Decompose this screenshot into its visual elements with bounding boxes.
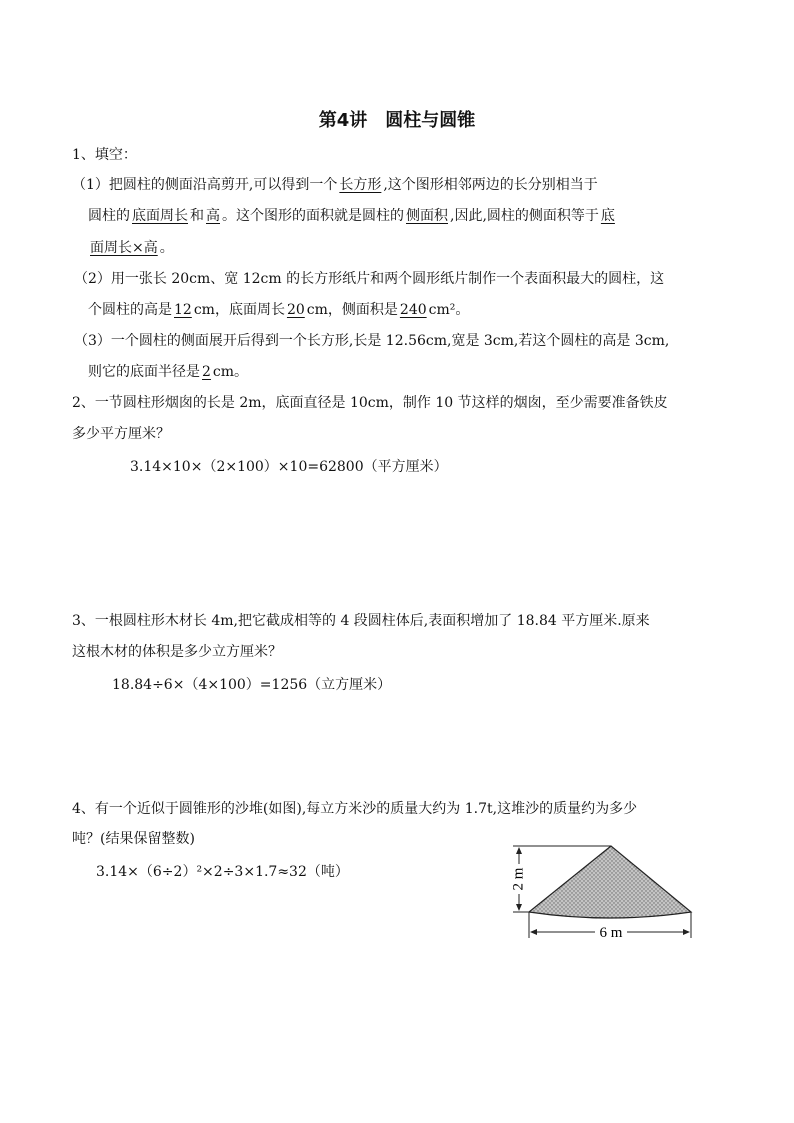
width-arrow-left [530, 929, 537, 935]
q3-answer: 18.84÷6×（4×100）=1256（立方厘米） [112, 677, 392, 693]
answer-formula-part2: 面周长×高 [90, 240, 158, 256]
text: 。 [159, 240, 174, 256]
height-arrow-up [516, 847, 522, 854]
cone-shape [529, 846, 691, 918]
q1-part1-line2 [88, 206, 617, 226]
text: ,这个图形相邻两边的长分别相当于 [383, 177, 598, 193]
answer-base-circumference: 底面周长 [132, 208, 188, 224]
height-arrow-down [516, 904, 522, 911]
q1-part2-line1: （2）用一张长 20cm、宽 12cm 的长方形纸片和两个圆形纸片制作一个表面积最大的圆柱，这 [74, 271, 665, 287]
q2-line1: 2、一节圆柱形烟囱的长是 2m，底面直径是 10cm，制作 10 节这样的烟囱，至少需要准备铁皮 [72, 395, 668, 411]
text: 则它的底面半径是 [88, 364, 200, 380]
text: 个圆柱的高是 [88, 302, 172, 318]
answer-rectangle: 长方形 [339, 177, 382, 193]
answer-cylinder-height: 12 [174, 302, 192, 318]
q1-part3-line1: （3）一个圆柱的侧面展开后得到一个长方形,长是 12.56cm,宽是 3cm,若这个圆柱的高是 3cm, [74, 333, 670, 349]
q4-answer: 3.14×（6÷2）²×2÷3×1.7≈32（吨） [96, 864, 349, 880]
q3-line2: 这根木材的体积是多少立方厘米？ [72, 644, 282, 660]
text: cm，底面周长 [193, 302, 285, 318]
answer-lateral-area: 侧面积 [406, 208, 448, 224]
q1-part1-line3 [88, 238, 174, 258]
answer-circumference: 20 [286, 302, 305, 318]
q4-line1: 4、有一个近似于圆锥形的沙堆(如图),每立方米沙的质量大约为 1.7t,这堆沙的质量约为多少 [72, 801, 638, 817]
q1-heading: 1、填空： [72, 147, 137, 163]
text: 和 [190, 208, 204, 224]
text: cm，侧面积是 [306, 302, 398, 318]
q2-line2: 多少平方厘米？ [72, 426, 170, 442]
text: （1）把圆柱的侧面沿高剪开,可以得到一个 [72, 177, 338, 193]
text: ,因此,圆柱的侧面积等于 [450, 208, 599, 224]
width-arrow-right [683, 929, 690, 935]
q4-line2: 吨？(结果保留整数) [72, 831, 195, 847]
answer-height: 高 [206, 208, 220, 224]
q1-part3-line2 [88, 362, 248, 382]
text: cm²。 [428, 302, 470, 318]
text: 。这个图形的面积就是圆柱的 [222, 208, 404, 224]
page-title: 第4讲 圆柱与圆锥 [318, 110, 476, 131]
q1-part1-line1 [72, 175, 598, 195]
answer-side-area: 240 [399, 302, 427, 318]
q1-part2-line2 [88, 300, 469, 320]
text: 圆柱的 [88, 208, 130, 224]
answer-formula-part1: 底 [600, 208, 615, 224]
text: cm。 [212, 364, 249, 380]
answer-radius: 2 [202, 364, 211, 380]
q2-answer: 3.14×10×（2×100）×10=62800（平方厘米） [130, 459, 448, 475]
height-label: 2 m [510, 867, 527, 891]
sand-pile-figure [505, 838, 705, 948]
width-label: 6 m [599, 925, 623, 941]
q3-line1: 3、一根圆柱形木材长 4m,把它截成相等的 4 段圆柱体后,表面积增加了 18.84 平方厘米.原来 [72, 613, 650, 629]
